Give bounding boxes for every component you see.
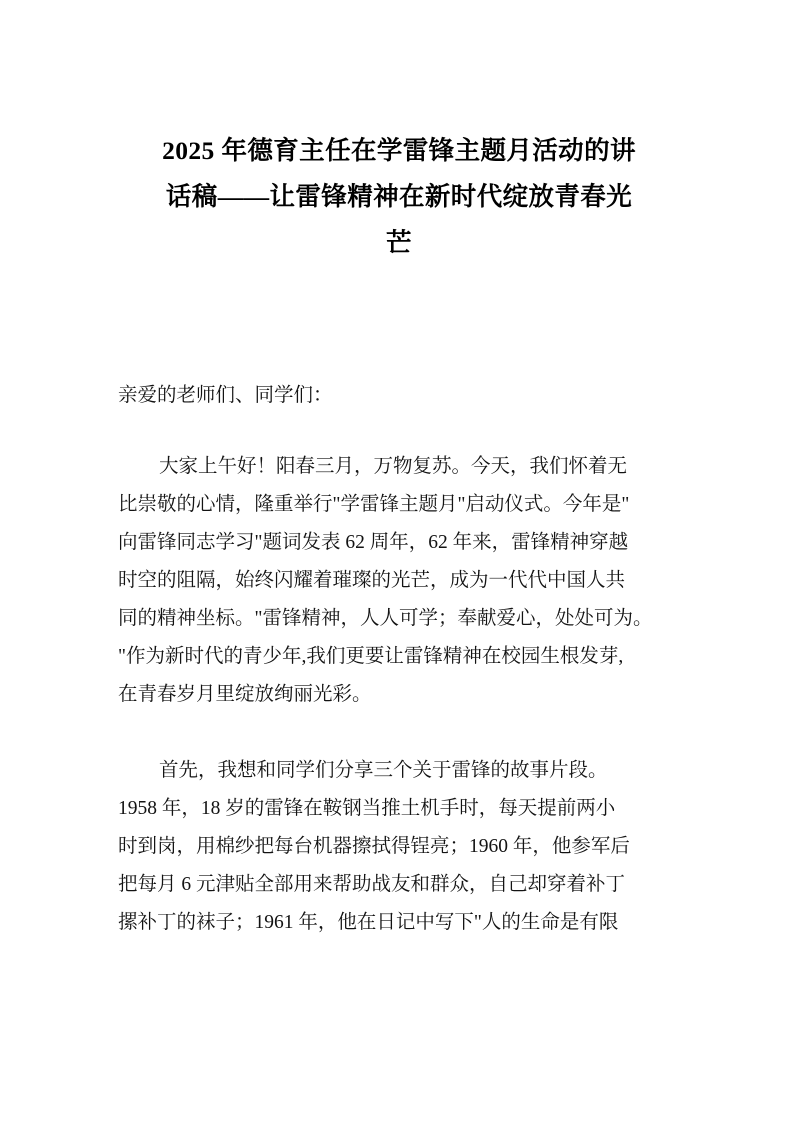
paragraph-2 [118, 752, 682, 942]
paragraph-1-line-7: 在青春岁月里绽放绚丽光彩。 [118, 684, 372, 705]
document-body [118, 448, 682, 942]
page-title [118, 128, 680, 266]
paragraph-1-line-6: "作为新时代的青少年,我们更要让雷锋精神在校园生根发芽, [118, 646, 624, 667]
title-line-1: 2025 年德育主任在学雷锋主题月活动的讲 [162, 136, 636, 165]
paragraph-2-line-1: 首先，我想和同学们分享三个关于雷锋的故事片段。 [159, 760, 608, 781]
salutation: 亲爱的老师们、同学们： [118, 385, 333, 406]
paragraph-1-line-3: 向雷锋同志学习"题词发表 62 周年，62 年来，雷锋精神穿越 [118, 532, 629, 553]
paragraph-2-line-3: 时到岗，用棉纱把每台机器擦拭得锃亮；1960 年，他参军后 [118, 836, 630, 857]
paragraph-1-line-2: 比崇敬的心情，隆重举行"学雷锋主题月"启动仪式。今年是" [118, 494, 630, 515]
paragraph-1 [118, 448, 682, 714]
paragraph-1-line-1: 大家上午好！阳春三月，万物复苏。今天，我们怀着无 [159, 456, 628, 477]
title-line-3: 芒 [386, 228, 412, 257]
title-line-2: 话稿——让雷锋精神在新时代绽放青春光 [165, 182, 633, 211]
paragraph-2-line-2: 1958 年，18 岁的雷锋在鞍钢当推土机手时，每天提前两小 [118, 798, 616, 819]
paragraph-1-line-5: 同的精神坐标。"雷锋精神，人人可学；奉献爱心，处处可为。 [118, 608, 653, 629]
paragraph-1-line-4: 时空的阻隔，始终闪耀着璀璨的光芒，成为一代代中国人共 [118, 570, 626, 591]
paragraph-2-line-4: 把每月 6 元津贴全部用来帮助战友和群众，自己却穿着补丁 [118, 874, 626, 895]
paragraph-2-line-5: 摞补丁的袜子；1961 年，他在日记中写下"人的生命是有限 [118, 912, 619, 933]
